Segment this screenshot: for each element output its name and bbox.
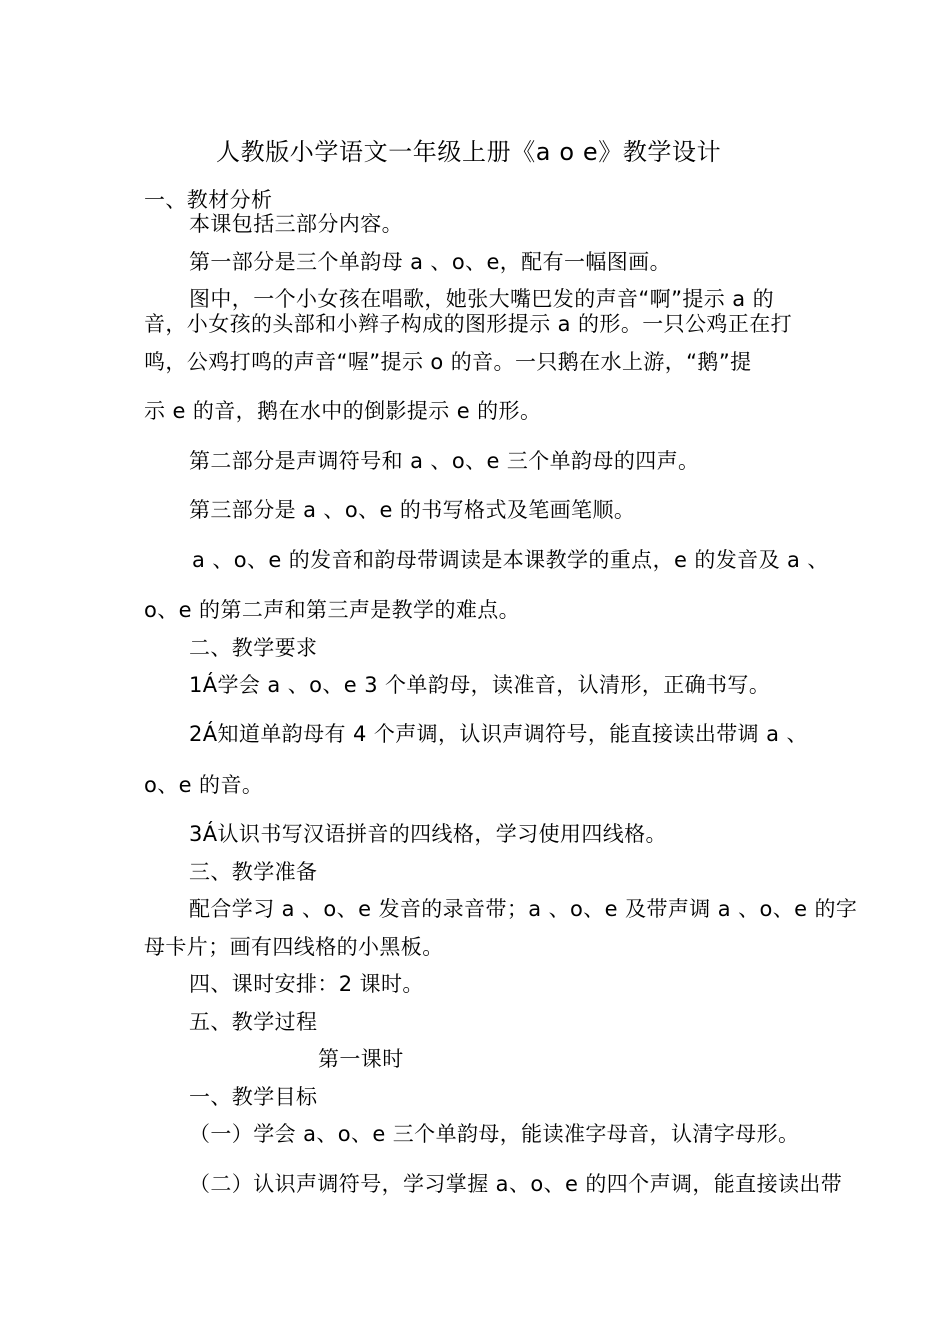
paragraph-line: 2Á知道单韵母有 4 个声调，认识声调符号，能直接读出带调 a 、	[189, 722, 808, 746]
paragraph-line: 示 e 的音，鹅在水中的倒影提示 e 的形。	[144, 399, 542, 423]
paragraph-line: 图中，一个小女孩在唱歌，她张大嘴巴发的声音“啊”提示 a 的	[189, 287, 774, 311]
paragraph-line: 音，小女孩的头部和小辫子构成的图形提示 a 的形。一只公鸡正在打	[144, 312, 793, 336]
paragraph-line: 本课包括三部分内容。	[189, 212, 403, 236]
paragraph-line: 第二部分是声调符号和 a 、o、e 三个单韵母的四声。	[189, 449, 700, 473]
paragraph-line: 第一部分是三个单韵母 a 、o、e，配有一幅图画。	[189, 250, 671, 274]
paragraph-line: （一）学会 a、o、e 三个单韵母，能读准字母音，认清字母形。	[189, 1122, 800, 1146]
paragraph-line: （二）认识声调符号，学习掌握 a、o、e 的四个声调，能直接读出带	[189, 1172, 843, 1196]
paragraph-line: 3Á认识书写汉语拼音的四线格，学习使用四线格。	[189, 822, 667, 846]
paragraph-line: 第三部分是 a 、o、e 的书写格式及笔画笔顺。	[189, 498, 636, 522]
heading-teaching-requirements: 二、教学要求	[189, 636, 318, 660]
heading-teaching-goals: 一、教学目标	[189, 1085, 318, 1109]
heading-textbook-analysis: 一、教材分析	[144, 188, 273, 212]
paragraph-line: a 、o、e 的发音和韵母带调读是本课教学的重点，e 的发音及 a 、	[192, 548, 829, 572]
paragraph-line: 配合学习 a 、o、e 发音的录音带；a 、o、e 及带声调 a 、o、e 的字	[189, 897, 858, 921]
paragraph-line: 鸣，公鸡打鸣的声音“喔”提示 o 的音。一只鹅在水上游，“鹅”提	[144, 350, 752, 374]
paragraph-line: o、e 的第二声和第三声是教学的难点。	[144, 598, 521, 622]
heading-class-arrangement: 四、课时安排：2 课时。	[189, 972, 424, 996]
paragraph-line: o、e 的音。	[144, 773, 264, 797]
document-title: 人教版小学语文一年级上册《a o e》教学设计	[216, 138, 722, 166]
heading-teaching-process: 五、教学过程	[189, 1010, 318, 1034]
paragraph-line: 母卡片；画有四线格的小黑板。	[144, 935, 444, 959]
heading-first-lesson: 第一课时	[318, 1047, 404, 1071]
paragraph-line: 1Á学会 a 、o、e 3 个单韵母，读准音，认清形，正确书写。	[189, 673, 771, 697]
heading-teaching-preparation: 三、教学准备	[189, 860, 318, 884]
